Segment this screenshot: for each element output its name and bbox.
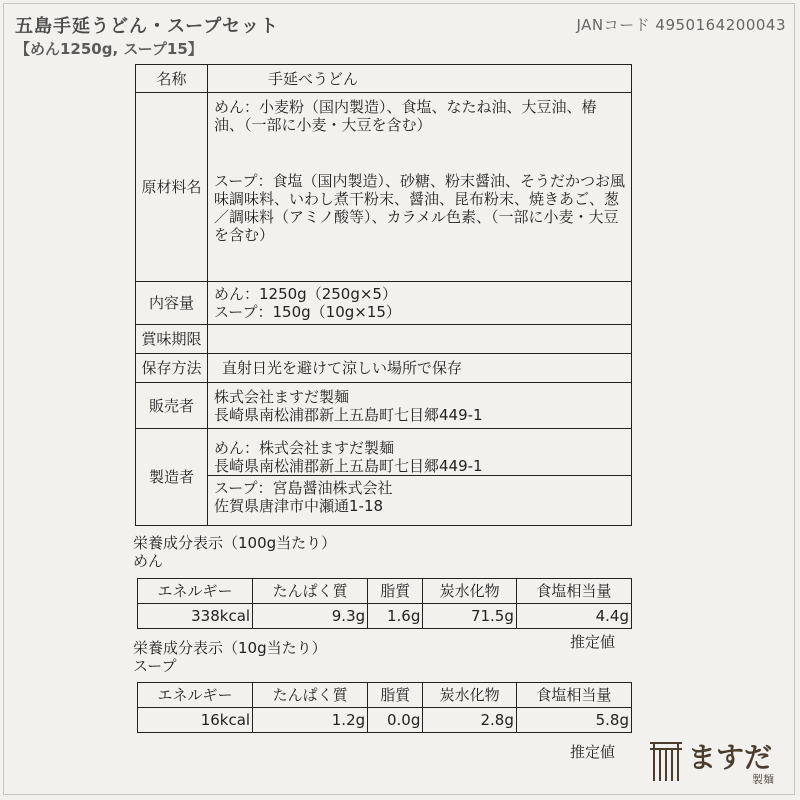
seller-address: 長崎県南松浦郡新上五島町七目郷449-1 [214,405,483,424]
header-salt: 食塩相当量 [516,579,631,604]
nutrition-soup-value-row [138,708,632,733]
nutrition-noodle-header-row [138,579,632,604]
nutrition-soup-note: 推定値 [570,743,616,761]
row-content [136,282,632,325]
header-fat: 脂質 [368,683,423,708]
nutrition-noodle-value-row [138,604,632,629]
header-fat: 脂質 [368,579,423,604]
label-table [135,64,632,526]
value-protein: 1.2g [253,708,368,733]
content-soup: スープ：150g（10g×15） [214,303,401,321]
nutrition-noodle-table [137,578,632,629]
header-carbohydrate: 炭水化物 [423,683,517,708]
nutrition-soup-header-row [138,683,632,708]
nutrition-soup-table [137,682,632,733]
row-ingredients [136,93,632,282]
content-noodle: めん：1250g（250g×5） [214,285,397,303]
row-maker [136,429,632,526]
storage-label: 保存方法 [136,354,208,383]
header-energy: エネルギー [138,579,253,604]
nutrition-soup-title: 栄養成分表示（10g当たり） [133,639,327,657]
header-carbohydrate: 炭水化物 [423,579,517,604]
value-carbohydrate: 71.5g [423,604,517,629]
value-energy: 338kcal [138,604,253,629]
ingredients-noodle: めん：小麦粉（国内製造）、食塩、なたね油、大豆油、椿油、（一部に小麦・大豆を含む） [214,98,597,134]
row-expiry [136,325,632,354]
name-value: 手延べうどん [208,65,632,93]
row-storage [136,354,632,383]
row-name [136,65,632,93]
seller-name: 株式会社ますだ製麺 [214,387,350,406]
product-title: 五島手延うどん・スープセット [15,16,280,37]
value-salt: 5.8g [516,708,631,733]
value-protein: 9.3g [253,604,368,629]
maker-noodle-address: 長崎県南松浦郡新上五島町七目郷449-1 [214,457,483,475]
nutrition-soup-subtitle: スープ [133,657,177,675]
jan-code: JANコード 4950164200043 [576,16,786,34]
value-fat: 1.6g [368,604,423,629]
seller-label: 販売者 [136,383,208,429]
header-salt: 食塩相当量 [516,683,631,708]
name-label: 名称 [136,65,208,93]
maker-noodle-name: めん：株式会社ますだ製麺 [214,439,395,457]
maker-soup-address: 佐賀県唐津市中瀬通1-18 [214,497,384,515]
logo-sub: 製麺 [752,773,774,786]
product-subtitle: 【めん1250g, スープ15】 [15,40,203,58]
expiry-label: 賞味期限 [136,325,208,354]
value-energy: 16kcal [138,708,253,733]
maker-noodle-block [208,436,631,476]
content-label: 内容量 [136,282,208,325]
header-energy: エネルギー [138,683,253,708]
header-protein: たんぱく質 [253,683,368,708]
row-seller [136,383,632,429]
logo-text: ますだ [688,741,773,774]
maker-soup-name: スープ：宮島醤油株式会社 [214,479,393,497]
maker-soup-block [208,476,631,518]
nutrition-noodle-subtitle: めん [133,552,164,570]
value-carbohydrate: 2.8g [423,708,517,733]
nutrition-noodle-title: 栄養成分表示（100g当たり） [133,534,337,552]
maker-label: 製造者 [136,429,208,526]
value-fat: 0.0g [368,708,423,733]
header-protein: たんぱく質 [253,579,368,604]
storage-value: 直射日光を避けて涼しい場所で保存 [208,354,632,383]
ingredients-soup: スープ：食塩（国内製造）、砂糖、粉末醤油、そうだかつお風味調味料、いわし煮干粉末、醤油、昆布粉末、焼きあご、葱／調味料（アミノ酸等）、カラメル色素、（一部に小麦・大豆を含む） [214,172,626,244]
ingredients-label: 原材料名 [136,93,208,282]
value-salt: 4.4g [516,604,631,629]
nutrition-noodle-note: 推定値 [570,633,616,651]
expiry-value [208,325,632,354]
